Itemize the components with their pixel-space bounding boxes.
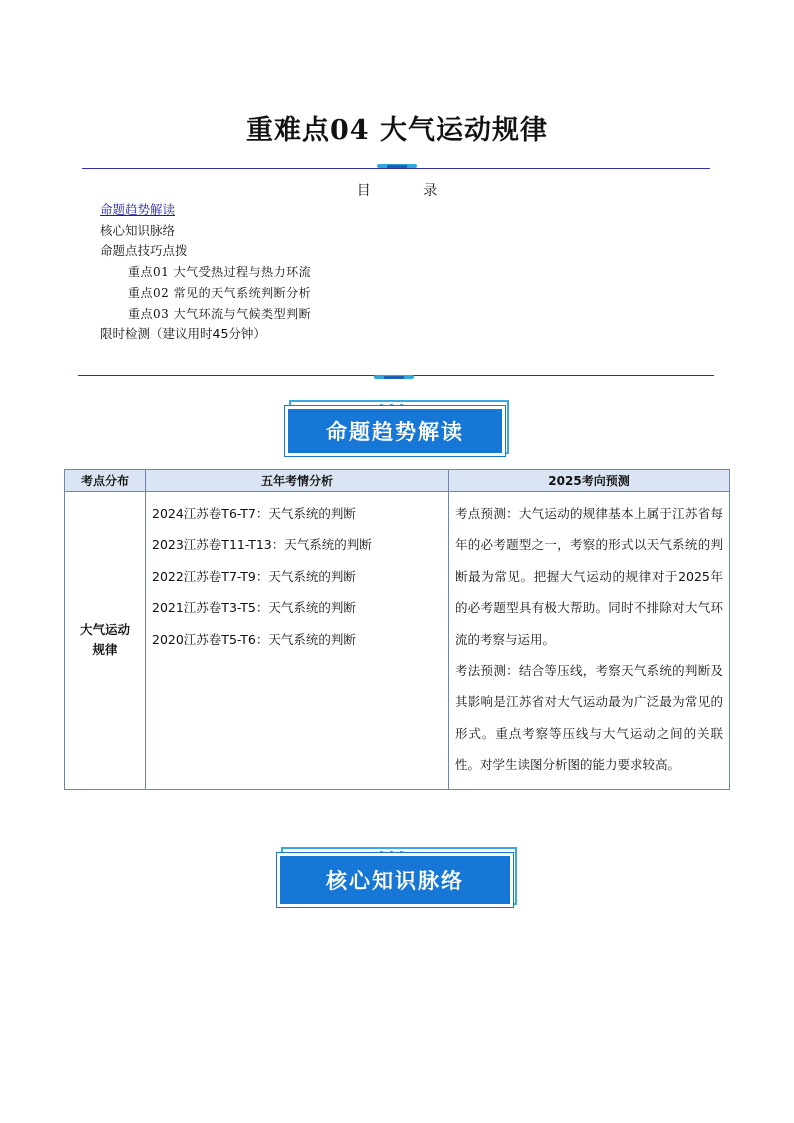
exam-item: 2022江苏卷T7-T9：天气系统的判断: [152, 568, 356, 584]
exam-item: 2024江苏卷T6-T7：天气系统的判断: [152, 506, 356, 521]
column-header: 考点分布: [65, 470, 146, 492]
rule-ornament: [374, 375, 414, 381]
toc-item-knowledge: 核心知识脉络: [100, 222, 176, 238]
page-title: 重难点04 大气运动规律: [246, 115, 548, 146]
exam-item: 2020江苏卷T5-T6：天气系统的判断: [152, 631, 356, 647]
table-of-contents: [100, 200, 311, 345]
trend-table: [64, 469, 730, 790]
toc-item-techniques: 命题点技巧点拨: [100, 243, 188, 259]
section-banner-knowledge: [277, 849, 517, 907]
toc-link-trend[interactable]: 命题趋势解读: [100, 202, 176, 217]
toc-subitem-03: 重点03 大气环流与气候类型判断: [128, 306, 312, 321]
prediction-paragraph: 考点预测：大气运动的规律基本上属于江苏省每年的必考题型之一，考察的形式以天气系统的判断最为常见。把握大气运动的规律对于2025年的必考题型具有极大帮助。同时不排除对大气环流的考察与运用。: [455, 506, 723, 647]
toc-subitem-01: 重点01 大气受热过程与热力环流: [128, 265, 312, 280]
exams-cell: [146, 492, 449, 790]
topic-label: 大气运动规律: [79, 622, 130, 658]
section-banner-trend: [285, 402, 509, 456]
section-title: 核心知识脉络: [277, 853, 513, 907]
table-row: [65, 492, 730, 790]
prediction-paragraph: 考法预测：结合等压线，考察天气系统的判断及其影响是江苏省对大气运动最为广泛最为常见的形式。重点考察等压线与大气运动之间的关联性。对学生读图分析图的能力要求较高。: [455, 663, 723, 773]
exam-item: 2021江苏卷T3-T5：天气系统的判断: [152, 600, 356, 616]
rule-ornament: [377, 164, 417, 170]
toc-subitem-02: 重点02 常见的天气系统判断分析: [128, 285, 312, 300]
toc-item-test: 限时检测（建议用时45分钟）: [100, 326, 266, 342]
section-title: 命题趋势解读: [285, 406, 505, 456]
column-header: 2025考向预测: [449, 470, 730, 492]
prediction-cell: [449, 492, 730, 790]
exam-item: 2023江苏卷T11-T13：天气系统的判断: [152, 537, 372, 553]
topic-cell: [65, 492, 146, 790]
toc-heading: 目 录: [356, 183, 462, 199]
column-header: 五年考情分析: [146, 470, 449, 492]
